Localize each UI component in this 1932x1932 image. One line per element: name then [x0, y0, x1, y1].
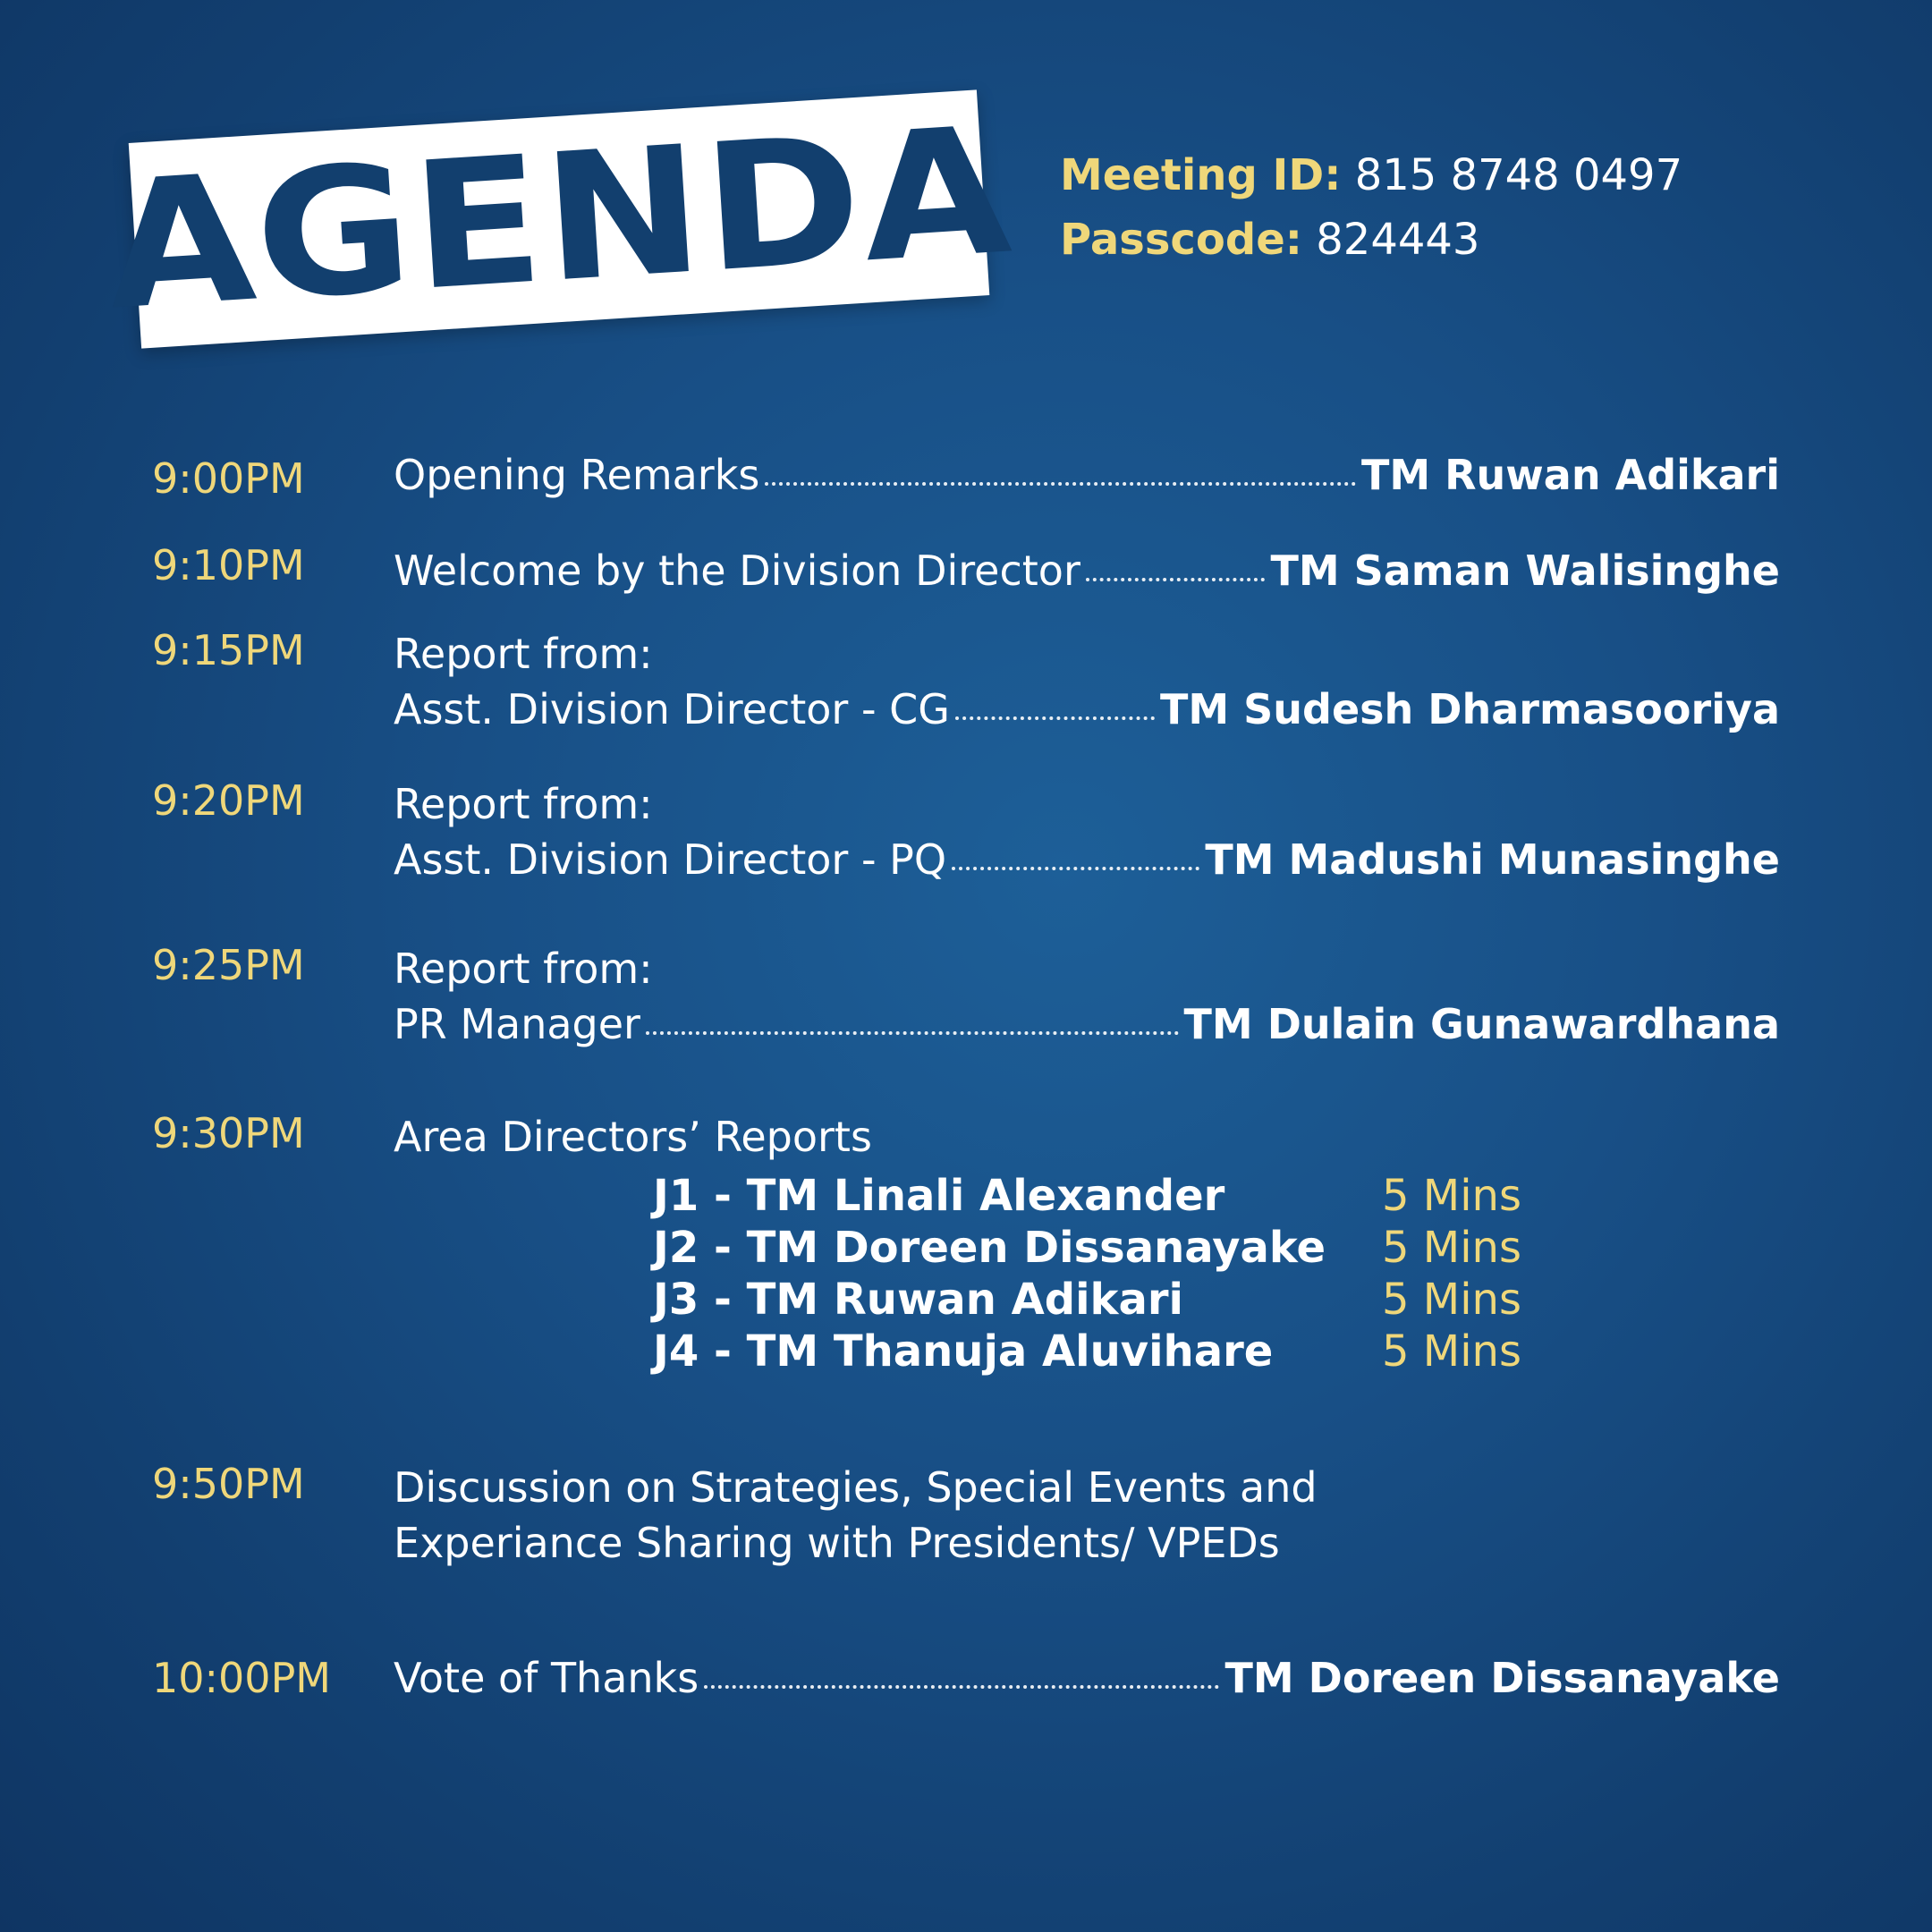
- passcode-value: 824443: [1316, 215, 1480, 265]
- agenda-time: 9:10PM: [152, 541, 305, 589]
- area-report-duration: 5 Mins: [1382, 1326, 1521, 1377]
- agenda-line: [394, 682, 1780, 737]
- area-report-name: J4 - TM Thanuja Aluvihare: [653, 1326, 1274, 1377]
- meeting-info: [1060, 143, 1682, 272]
- agenda-time: 9:15PM: [152, 626, 305, 674]
- agenda-topic-line: Discussion on Strategies, Special Events and: [394, 1463, 1318, 1512]
- meeting-id-label: Meeting ID:: [1060, 150, 1342, 200]
- passcode-row: [1060, 208, 1682, 272]
- area-report-row: [653, 1222, 1780, 1274]
- agenda-time: 9:20PM: [152, 776, 305, 825]
- agenda-line: [394, 832, 1780, 887]
- area-report-duration: 5 Mins: [1382, 1171, 1521, 1221]
- agenda-topic: Area Directors’ Reports: [394, 1113, 872, 1161]
- area-report-row: [653, 1274, 1780, 1326]
- meeting-id-row: [1060, 143, 1682, 208]
- area-report-row: [653, 1170, 1780, 1222]
- dotted-leader: [704, 1685, 1219, 1689]
- area-report-name: J2 - TM Doreen Dissanayake: [653, 1223, 1326, 1273]
- agenda-topic-line: Experiance Sharing with Presidents/ VPEDs: [394, 1519, 1280, 1567]
- agenda-speaker: TM Madushi Munasinghe: [1205, 835, 1780, 884]
- area-reports-list: [653, 1170, 1780, 1377]
- agenda-intro: Report from:: [394, 630, 653, 678]
- agenda-time: 9:00PM: [152, 454, 305, 503]
- dotted-leader: [765, 482, 1356, 486]
- area-report-name: J3 - TM Ruwan Adikari: [653, 1275, 1183, 1325]
- agenda-time: 10:00PM: [152, 1654, 331, 1702]
- agenda-intro: Report from:: [394, 945, 653, 993]
- agenda-time: 9:50PM: [152, 1460, 305, 1508]
- agenda-speaker: TM Doreen Dissanayake: [1224, 1654, 1780, 1702]
- area-report-row: [653, 1326, 1780, 1377]
- agenda-speaker: TM Saman Walisinghe: [1270, 547, 1780, 595]
- agenda-speaker: TM Sudesh Dharmasooriya: [1159, 685, 1780, 733]
- dotted-leader: [952, 867, 1199, 870]
- agenda-topic: Opening Remarks: [394, 451, 760, 499]
- agenda-time: 9:25PM: [152, 941, 305, 989]
- agenda-intro: Report from:: [394, 780, 653, 828]
- area-report-duration: 5 Mins: [1382, 1223, 1521, 1273]
- dotted-leader: [646, 1031, 1179, 1035]
- agenda-line: [394, 447, 1780, 503]
- agenda-topic: Welcome by the Division Director: [394, 547, 1080, 595]
- dotted-leader: [955, 716, 1155, 720]
- dotted-leader: [1086, 578, 1266, 581]
- agenda-line: [394, 996, 1780, 1052]
- meeting-id-value: 815 8748 0497: [1354, 150, 1683, 200]
- agenda-line: [394, 1650, 1780, 1706]
- agenda-topic: Asst. Division Director - CG: [394, 685, 950, 733]
- agenda-topic: Asst. Division Director - PQ: [394, 835, 947, 884]
- agenda-time: 9:30PM: [152, 1109, 305, 1157]
- passcode-label: Passcode:: [1060, 215, 1302, 265]
- area-report-duration: 5 Mins: [1382, 1275, 1521, 1325]
- agenda-title: AGENDA: [100, 89, 1018, 350]
- agenda-speaker: TM Ruwan Adikari: [1360, 451, 1780, 499]
- agenda-topic: PR Manager: [394, 1000, 640, 1048]
- agenda-line: [394, 543, 1780, 598]
- agenda-speaker: TM Dulain Gunawardhana: [1183, 1000, 1780, 1048]
- area-report-name: J1 - TM Linali Alexander: [653, 1171, 1225, 1221]
- agenda-title-banner: [100, 89, 1018, 350]
- agenda-topic: Vote of Thanks: [394, 1654, 699, 1702]
